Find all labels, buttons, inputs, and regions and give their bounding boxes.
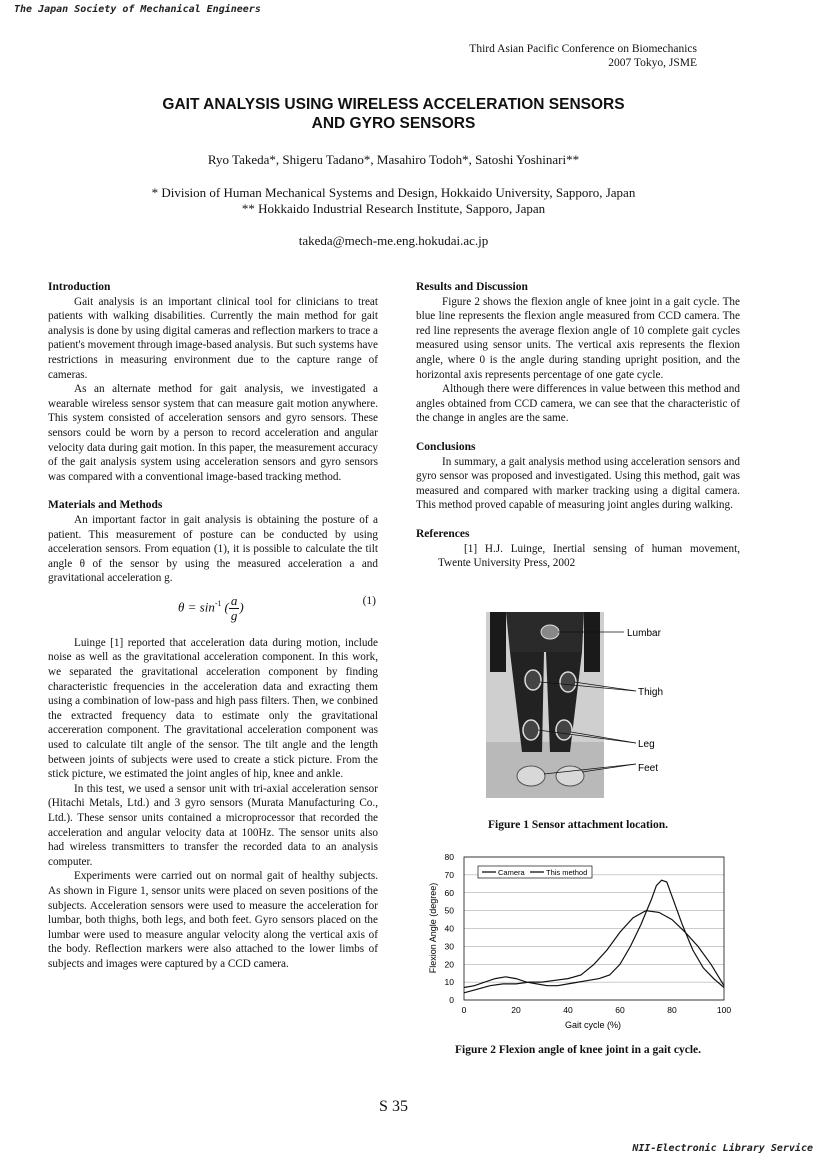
figure-2-caption: Figure 2 Flexion angle of knee joint in a gait cycle. xyxy=(454,1044,702,1056)
figure-2-chart xyxy=(424,848,734,1038)
label-lumbar: Lumbar xyxy=(627,628,661,639)
photo-left-foot xyxy=(517,766,545,786)
paper-title xyxy=(0,95,787,133)
page-number: S 35 xyxy=(379,1098,408,1115)
chart-series-camera-line xyxy=(464,880,724,987)
figure-1-caption: Figure 1 Sensor attachment location. xyxy=(487,819,669,831)
chart-y-ticks xyxy=(445,852,455,1005)
paper-title-line-2: AND GYRO SENSORS xyxy=(311,115,476,132)
chart-y-tick-label: 70 xyxy=(444,869,454,880)
footer-service-label: NII-Electronic Library Service xyxy=(632,1143,813,1154)
chart-y-axis-label: Flexion Angle (degree) xyxy=(428,882,438,974)
chart-x-tick-label: 20 xyxy=(511,1005,521,1015)
chart-x-tick-label: 100 xyxy=(716,1005,732,1015)
chart-y-tick-label: 80 xyxy=(444,852,454,862)
equation-denominator: g xyxy=(230,607,238,623)
photo-left-arm xyxy=(490,612,506,672)
conclusions-paragraph-1: In summary, a gait analysis method using acceleration sensors and gyro sensor was proposed and investigated. Using this method, gait was measured and compared with marker tracking using a digital camera. This method proved capable of measuring joint angles during walking. xyxy=(416,455,740,512)
chart-legend-label-camera: Camera xyxy=(498,868,525,877)
conference-info xyxy=(469,42,697,70)
chart-x-tick-label: 60 xyxy=(615,1005,625,1015)
affiliation-2: ** Hokkaido Industrial Research Institute, Sapporo, Japan xyxy=(241,201,546,216)
figure-1-sensor-photo xyxy=(486,612,686,798)
photo-sensor-lumbar xyxy=(541,625,559,639)
section-heading-references: References xyxy=(416,527,470,540)
equation-fraction: ( $\frac{a}{g}$ ) xyxy=(224,592,244,623)
section-heading-introduction: Introduction xyxy=(48,281,111,293)
reference-1: [1] H.J. Luinge, Inertial sensing of human movement, Twente University Press, 2002 xyxy=(438,542,740,570)
chart-x-axis-label: Gait cycle (%) xyxy=(564,1020,622,1030)
methods-paragraph-4: Experiments were carried out on normal gait of healthy subjects. As shown in Figure 1, sensor units were placed on seven positions of the subjects. Acceleration sensors were used to measure the acceleration for lumbar, both thighs, both legs, and both feet. Gyro sensors placed on the lumbar were used to measure angular velocity along the vertical axis of the body. Reflection markers were also attached to the lower limbs of subjects and images were captured by a CCD camera. xyxy=(48,870,378,970)
introduction-paragraph-2: As an alternate method for gait analysis, we investigated a wearable wireless sensor system that can measure gait motion anywhere. This system consisted of acceleration sensors and gyro sensors. These sensors could be worn by a person to record acceleration and angular velocity data during gait motion. In this paper, the measurement accuracy of the gait analysis system using acceleration sensors and gyro sensors was compared with a conventional image-based tracking method. xyxy=(48,383,378,483)
section-heading-conclusions: Conclusions xyxy=(416,440,476,453)
chart-legend xyxy=(478,866,592,878)
results-paragraph-1: Figure 2 shows the flexion angle of knee joint in a gait cycle. The blue line represents the flexion angle measured from CCD camera. The red line represents the average flexion angle of 10 complete gait cycles measured using sensor units. The vertical axis represents the flexion angle, where 0 is the angle during standing upright position, and the horizontal axis represents percentage of one gate cycle. xyxy=(416,295,740,381)
chart-legend-label-method: This method xyxy=(546,868,588,877)
equation-number: (1) xyxy=(362,594,376,607)
equation-expression xyxy=(178,594,244,623)
chart-y-tick-label: 0 xyxy=(449,995,454,1005)
chart-x-tick-label: 40 xyxy=(563,1005,573,1015)
photo-sensor-left-thigh xyxy=(525,670,541,690)
right-column xyxy=(416,280,740,571)
affiliation-1: * Division of Human Mechanical Systems and Design, Hokkaido University, Sapporo, Japan xyxy=(151,185,636,200)
chart-x-tick-label: 0 xyxy=(461,1005,467,1015)
chart-y-tick-label: 60 xyxy=(444,887,454,898)
photo-sensor-right-leg xyxy=(556,720,572,740)
equation-1 xyxy=(48,590,378,634)
equation-inverse-sup: -1 xyxy=(214,599,222,609)
chart-x-tick-label: 80 xyxy=(667,1005,677,1015)
chart-series-method-line xyxy=(464,911,724,993)
author-list: Ryo Takeda*, Shigeru Tadano*, Masahiro Todoh*, Satoshi Yoshinari** xyxy=(207,152,580,167)
contact-email[interactable]: takeda@mech-me.eng.hokudai.ac.jp xyxy=(298,233,489,248)
conference-date-place: 2007 Tokyo, JSME xyxy=(608,57,697,69)
affiliations xyxy=(0,185,787,217)
equation-lhs: θ = sin xyxy=(178,599,215,615)
label-leg: Leg xyxy=(638,739,655,750)
chart-y-tick-label: 30 xyxy=(444,941,454,952)
results-paragraph-2: Although there were differences in value between this method and angles obtained from CCD camera, we can see that the characteristic of the change in angles are the same. xyxy=(416,383,740,425)
conference-name: Third Asian Pacific Conference on Biomechanics xyxy=(469,43,697,55)
label-feet: Feet xyxy=(638,763,659,774)
chart-y-tick-label: 10 xyxy=(444,977,454,988)
introduction-paragraph-1: Gait analysis is an important clinical tool for clinicians to treat patients with walking disabilities. Currently the main method for gait analysis is done by using digital cameras and reflection markers to trace a patient's movement through image-based analysis. But such systems have restrictions in measuring environment due to the capture range of cameras. xyxy=(48,295,378,381)
methods-paragraph-3: In this test, we used a sensor unit with tri-axial acceleration sensor (Hitachi Metals, Ltd.) and 3 gyro sensors (Murata Manufacturing Co., Ltd.). These sensor units contained a microprocessor that recorded the acceleration and angular velocity data at 100Hz. The sensor units also had wireless transmitters to transfer the recorded data to an analysis computer. xyxy=(48,782,378,868)
photo-right-arm xyxy=(584,612,600,672)
section-heading-methods: Materials and Methods xyxy=(48,499,163,512)
chart-grid xyxy=(464,857,724,1000)
header-source-label: The Japan Society of Mechanical Engineers xyxy=(14,4,261,15)
paper-title-line-1: GAIT ANALYSIS USING WIRELESS ACCELERATION SENSORS xyxy=(162,96,625,113)
section-heading-results: Results and Discussion xyxy=(416,281,528,293)
label-thigh: Thigh xyxy=(638,687,664,698)
methods-paragraph-1: An important factor in gait analysis is obtaining the posture of a patient. This measurement of posture can be conducted by using acceleration sensors. From equation (1), it is possible to calculate the tilt angle θ of the sensor by using the measured acceleration a and gravitational acceleration g. xyxy=(48,513,378,585)
chart-series-group xyxy=(464,880,724,993)
methods-paragraph-2: Luinge [1] reported that acceleration data during motion, include noise as well as the gravitational acceleration component. In this work, we separated the gravitational acceleration component by finding characteristic frequencies in the acceleration data and exracting them using a combination of low-pass and high pass filters. Then, we conbined the extracted frequency data to estimate only the gravitational accereration component. The gravitational acceleration component was used to calculate tilt angle of the sensor. The tilt angle and the length between joints of subjects were used to create a stick picture. From the stick picture, we estimated the joint angles of hip, knee and ankle. xyxy=(48,636,378,781)
chart-y-tick-label: 20 xyxy=(444,959,454,970)
photo-right-foot xyxy=(556,766,584,786)
left-column xyxy=(48,280,378,972)
photo-sensor-left-leg xyxy=(523,720,539,740)
chart-y-tick-label: 40 xyxy=(444,923,454,934)
chart-x-ticks xyxy=(462,1005,732,1015)
equation-numerator: a xyxy=(230,592,238,608)
chart-y-tick-label: 50 xyxy=(444,905,454,916)
photo-sensor-right-thigh xyxy=(560,672,576,692)
photo-floor xyxy=(486,742,604,798)
